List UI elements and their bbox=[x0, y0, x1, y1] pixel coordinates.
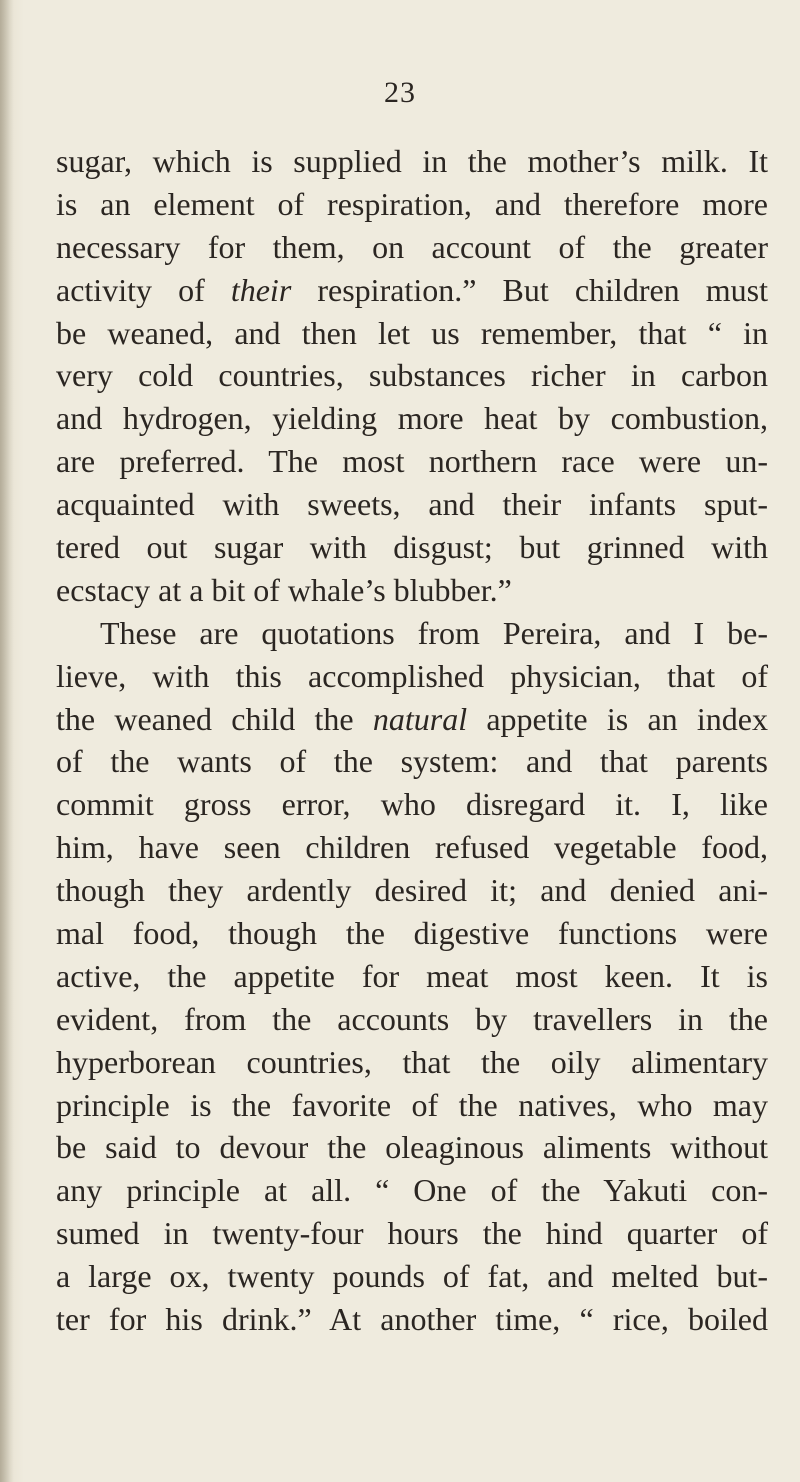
text-segment: the weaned child the bbox=[56, 700, 373, 737]
text-line: tered out sugar with disgust; but grinned with bbox=[56, 529, 768, 566]
text-line: lieve, with this accomplished physician, that of bbox=[56, 657, 768, 694]
text-line: a large ox, twenty pounds of fat, and melted but- bbox=[56, 1258, 768, 1295]
text-line: be weaned, and then let us remember, that “ in bbox=[56, 314, 768, 351]
text-line bbox=[56, 698, 768, 741]
text-line: mal food, though the digestive functions were bbox=[56, 915, 768, 952]
italic-text: natural bbox=[372, 700, 468, 737]
text-line: principle is the favorite of the natives, who may bbox=[56, 1086, 768, 1123]
text-line: acquainted with sweets, and their infants sput- bbox=[56, 486, 768, 523]
text-segment: appetite is an index bbox=[467, 700, 769, 737]
text-line: be said to devour the oleaginous aliments without bbox=[56, 1129, 768, 1166]
text-line: very cold countries, substances richer in carbon bbox=[56, 357, 768, 394]
text-line bbox=[56, 269, 768, 312]
paragraph-end-line: ecstacy at a bit of whale’s blubber.” bbox=[56, 571, 512, 608]
text-line: necessary for them, on account of the greater bbox=[56, 228, 768, 265]
page-number: 23 bbox=[384, 76, 416, 109]
text-line: and hydrogen, yielding more heat by combustion, bbox=[56, 400, 768, 437]
body-text bbox=[56, 140, 768, 1341]
text-line: ter for his drink.” At another time, “ rice, boiled bbox=[56, 1301, 768, 1338]
text-line: any principle at all. “ One of the Yakuti con- bbox=[56, 1172, 768, 1209]
text-line: though they ardently desired it; and denied ani- bbox=[56, 872, 768, 909]
text-line: sumed in twenty-four hours the hind quarter of bbox=[56, 1215, 768, 1252]
text-line: are preferred. The most northern race were un- bbox=[56, 443, 768, 480]
italic-text: their bbox=[230, 271, 292, 308]
text-line: evident, from the accounts by travellers in the bbox=[56, 1000, 768, 1037]
text-line: sugar, which is supplied in the mother’s milk. It bbox=[56, 143, 768, 179]
binding-gutter-shadow bbox=[0, 0, 14, 1482]
text-line: is an element of respiration, and therefore more bbox=[56, 185, 768, 222]
text-line: active, the appetite for meat most keen. It is bbox=[56, 957, 768, 994]
text-line: him, have seen children refused vegetable food, bbox=[56, 829, 768, 866]
text-segment: respiration.” But children must bbox=[291, 271, 769, 308]
text-line: of the wants of the system: and that parents bbox=[56, 743, 768, 780]
text-line: hyperborean countries, that the oily alimentary bbox=[56, 1043, 768, 1080]
text-segment: activity of bbox=[56, 271, 231, 308]
text-line: commit gross error, who disregard it. I, like bbox=[56, 786, 768, 823]
paragraph-start-line: These are quotations from Pereira, and I be- bbox=[100, 614, 768, 651]
